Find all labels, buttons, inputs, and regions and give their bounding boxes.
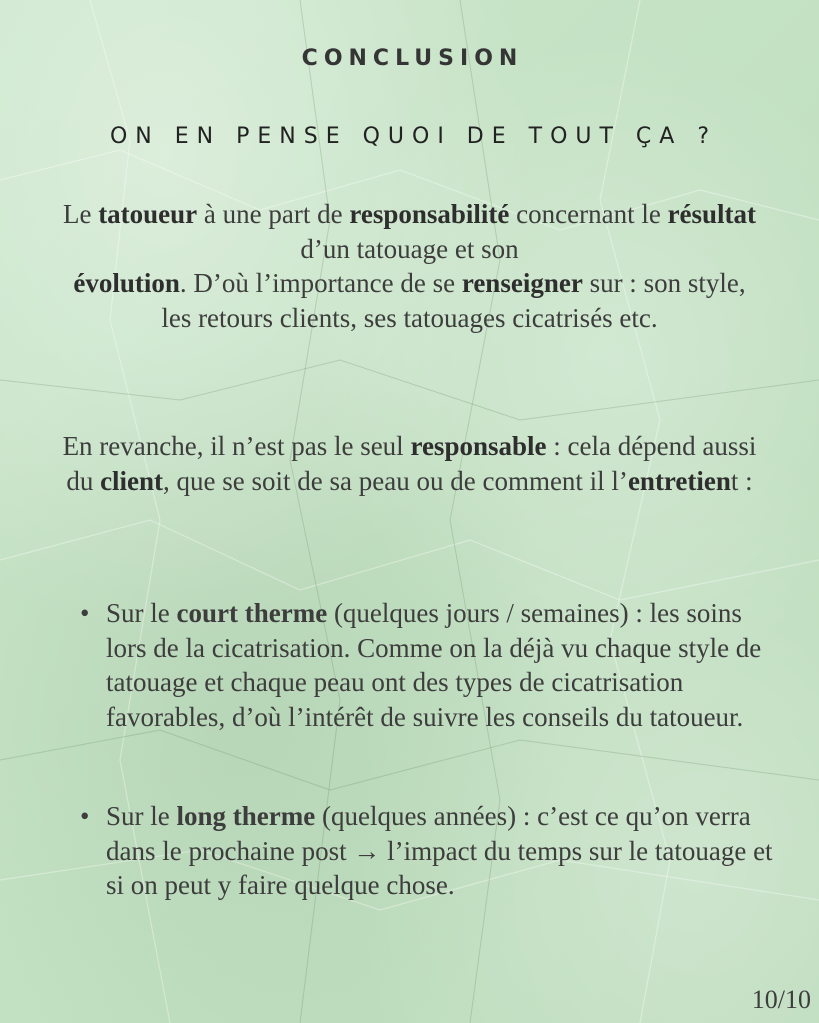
text-span: concernant le [509, 199, 668, 229]
bold-term: client [100, 465, 164, 496]
text-span: , que se soit de sa peau ou de comment il l’ [163, 465, 628, 496]
text-span: t : [730, 465, 753, 496]
text-span: . D’où l’importance de se [179, 268, 462, 298]
list-item-short-term [80, 596, 780, 734]
text-span: En revanche, il n’est pas le seul [62, 431, 411, 461]
text-span: Le [62, 199, 99, 229]
text-span: Sur le [106, 598, 177, 628]
text-span: d’un tatouage et son [300, 233, 519, 264]
section-subtitle: ON EN PENSE QUOI DE TOUT ÇA ? [109, 124, 718, 149]
text-span: à une part de [197, 199, 350, 229]
bold-term: évolution [73, 268, 180, 298]
bold-term: responsabilité [349, 199, 510, 229]
bullet-icon: • [80, 801, 90, 831]
list-item-long-term [80, 799, 780, 903]
bold-term: long therme [176, 801, 316, 831]
bold-term: responsable [410, 431, 547, 461]
bullet-icon: • [80, 598, 90, 628]
bold-term: entretien [627, 465, 731, 496]
section-title: CONCLUSION [301, 46, 524, 71]
text-span: (quelques jours / semaines) : les soins lors de la cicatrisation. Comme on la déjà vu chaque style de tatouage et chaque peau ont des types de cicatrisation favorables, d’où l’intérêt de suivre les conseils du tatoueur. [106, 598, 762, 732]
bold-term: tatoueur [98, 199, 198, 229]
list-item-text [106, 596, 780, 734]
text-span: Sur le [106, 801, 177, 831]
bold-term: renseigner [461, 268, 583, 298]
text-span: (quelques années) : c’est ce qu’on verra dans le prochaine post → l’impact du temps sur le tatouage et si on peut y faire quelque chose. [106, 801, 773, 900]
text-span: : cela dépend aussi du [66, 431, 757, 496]
bold-term: résultat [667, 199, 757, 229]
page-number: 10/10 [751, 985, 811, 1014]
paragraph-tattoo-artist-responsibility [60, 197, 759, 335]
list-item-text [106, 799, 780, 903]
paragraph-client-responsibility [60, 429, 759, 498]
text-span: sur : son style, les retours clients, ses tatouages cicatrisés etc. [161, 268, 746, 333]
bold-term: court therme [176, 598, 328, 628]
